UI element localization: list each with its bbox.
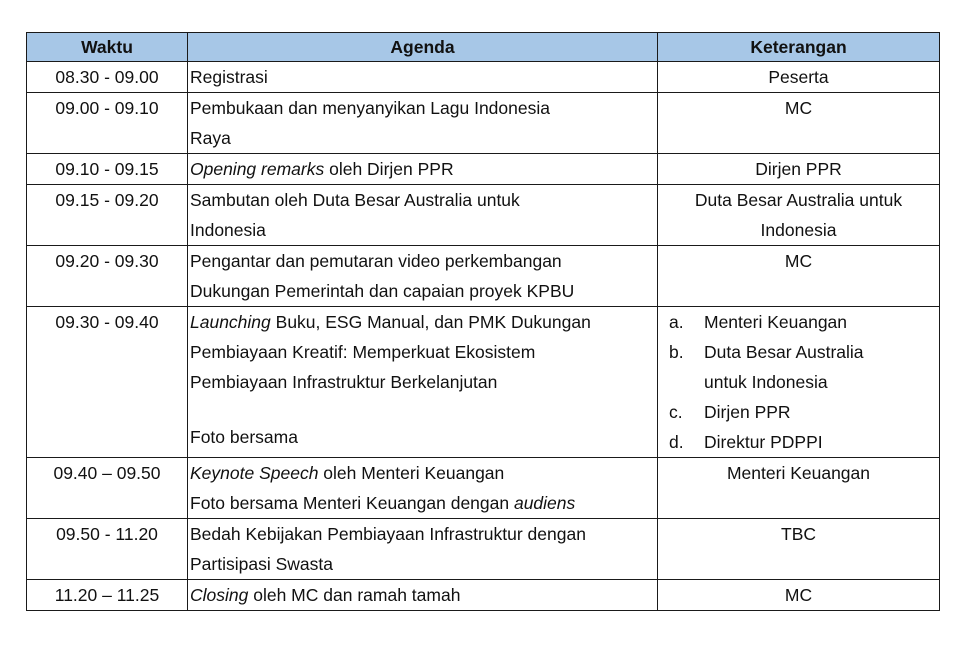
header-agenda: Agenda xyxy=(188,33,658,62)
agenda-cell xyxy=(188,93,658,154)
table-row xyxy=(27,580,940,611)
agenda-text: oleh Dirjen PPR xyxy=(324,159,454,179)
agenda-line: Bedah Kebijakan Pembiayaan Infrastruktur dengan xyxy=(190,524,586,544)
list-item xyxy=(660,397,937,427)
time-cell: 11.20 – 11.25 xyxy=(27,580,188,611)
time-cell: 09.15 - 09.20 xyxy=(27,185,188,246)
note-cell: MC xyxy=(658,246,940,307)
note-cell xyxy=(658,185,940,246)
agenda-text: Foto bersama Menteri Keuangan dengan xyxy=(190,493,514,513)
note-cell: MC xyxy=(658,580,940,611)
agenda-line: Raya xyxy=(190,128,231,148)
note-cell: Peserta xyxy=(658,62,940,93)
agenda-italic-text: Launching xyxy=(190,312,271,332)
agenda-text: oleh MC dan ramah tamah xyxy=(248,585,461,605)
table-row xyxy=(27,154,940,185)
time-cell: 09.10 - 09.15 xyxy=(27,154,188,185)
agenda-text: Buku, ESG Manual, dan PMK Dukungan xyxy=(270,312,591,332)
agenda-text: oleh Menteri Keuangan xyxy=(318,463,505,483)
table-row xyxy=(27,458,940,519)
agenda-line: Partisipasi Swasta xyxy=(190,554,333,574)
agenda-cell xyxy=(188,154,658,185)
agenda-table xyxy=(26,32,940,611)
agenda-line xyxy=(190,458,655,488)
agenda-line: Indonesia xyxy=(190,220,266,240)
table-row xyxy=(27,93,940,154)
header-waktu: Waktu xyxy=(27,33,188,62)
table-header-row xyxy=(27,33,940,62)
agenda-cell xyxy=(188,580,658,611)
table-row xyxy=(27,519,940,580)
agenda-italic-text: Opening remarks xyxy=(190,159,325,179)
spacer xyxy=(190,397,655,422)
note-cell xyxy=(658,307,940,458)
list-item-line: Duta Besar Australia xyxy=(704,342,864,362)
agenda-line: Pembiayaan Kreatif: Memperkuat Ekosistem xyxy=(190,342,536,362)
list-item xyxy=(660,337,937,397)
table-row xyxy=(27,246,940,307)
list-item xyxy=(660,307,937,337)
time-cell: 09.30 - 09.40 xyxy=(27,307,188,458)
list-marker: b. xyxy=(669,342,684,362)
agenda-text: Registrasi xyxy=(190,67,268,87)
table-row xyxy=(27,307,940,458)
agenda-cell xyxy=(188,246,658,307)
list-item-text: Menteri Keuangan xyxy=(704,312,848,332)
note-cell: TBC xyxy=(658,519,940,580)
list-item-text: Dirjen PPR xyxy=(704,402,791,422)
agenda-line xyxy=(190,307,655,337)
agenda-line xyxy=(190,154,655,184)
time-cell: 09.50 - 11.20 xyxy=(27,519,188,580)
agenda-line: Dukungan Pemerintah dan capaian proyek KPBU xyxy=(190,281,575,301)
agenda-italic-text: Keynote Speech xyxy=(190,463,319,483)
note-list xyxy=(660,307,937,457)
agenda-line xyxy=(190,488,655,518)
agenda-cell xyxy=(188,307,658,458)
agenda-line: Foto bersama xyxy=(190,427,298,447)
agenda-cell xyxy=(188,458,658,519)
agenda-italic-text: Closing xyxy=(190,585,249,605)
list-marker: a. xyxy=(669,312,684,332)
list-item-line: untuk Indonesia xyxy=(704,372,828,392)
agenda-line xyxy=(190,580,655,610)
list-item-text: Direktur PDPPI xyxy=(704,432,823,452)
agenda-italic-text: audiens xyxy=(513,493,576,513)
time-cell: 08.30 - 09.00 xyxy=(27,62,188,93)
note-line: Duta Besar Australia untuk xyxy=(694,190,903,210)
list-marker: c. xyxy=(669,402,683,422)
agenda-line: Pembiayaan Infrastruktur Berkelanjutan xyxy=(190,372,498,392)
note-line: Indonesia xyxy=(760,220,837,240)
note-cell: MC xyxy=(658,93,940,154)
agenda-line: Pembukaan dan menyanyikan Lagu Indonesia xyxy=(190,98,550,118)
note-cell: Menteri Keuangan xyxy=(658,458,940,519)
time-cell: 09.00 - 09.10 xyxy=(27,93,188,154)
note-cell: Dirjen PPR xyxy=(658,154,940,185)
agenda-cell xyxy=(188,62,658,93)
agenda-line: Pengantar dan pemutaran video perkembangan xyxy=(190,251,562,271)
table-row xyxy=(27,185,940,246)
time-cell: 09.40 – 09.50 xyxy=(27,458,188,519)
agenda-cell xyxy=(188,519,658,580)
list-item-text xyxy=(704,337,864,397)
list-item xyxy=(660,427,937,457)
agenda-line: Sambutan oleh Duta Besar Australia untuk xyxy=(190,190,520,210)
header-keterangan: Keterangan xyxy=(658,33,940,62)
time-cell: 09.20 - 09.30 xyxy=(27,246,188,307)
agenda-cell xyxy=(188,185,658,246)
list-marker: d. xyxy=(669,432,684,452)
table-row xyxy=(27,62,940,93)
